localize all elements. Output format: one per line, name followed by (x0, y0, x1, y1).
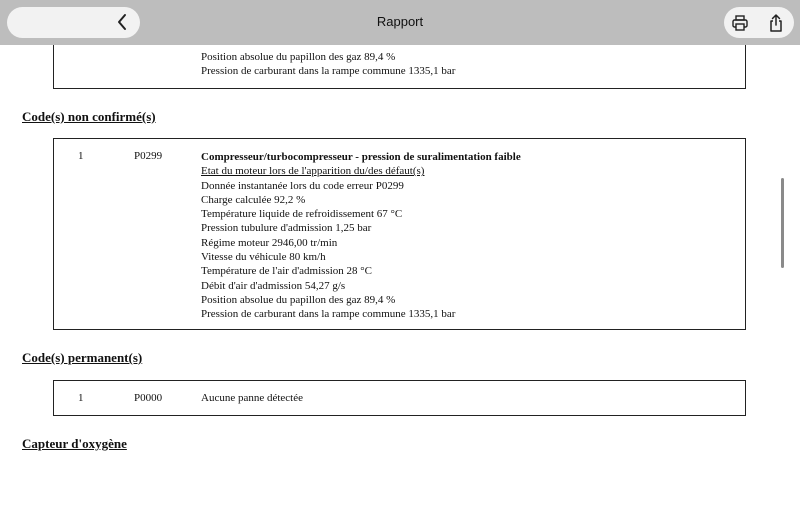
code-index: 1 (78, 150, 84, 162)
section-heading-non-confirmed: Code(s) non confirmé(s) (22, 109, 156, 124)
detail-line: Température de l'air d'admission 28 °C (201, 265, 373, 278)
detail-line: Régime moteur 2946,00 tr/min (201, 236, 338, 249)
actions-pill (724, 7, 794, 38)
section-heading-oxygen-sensor: Capteur d'oxygène (22, 436, 127, 451)
code-title: Compresseur/turbocompresseur - pression de suralimentation faible (201, 151, 521, 163)
detail-line: Vitesse du véhicule 80 km/h (201, 251, 326, 264)
detail-line: Position absolue du papillon des gaz 89,4 % (201, 293, 396, 306)
section-heading-permanent: Code(s) permanent(s) (22, 350, 143, 365)
detail-line: Charge calculée 92,2 % (201, 193, 306, 206)
print-button[interactable] (729, 12, 751, 34)
code-details (201, 391, 303, 405)
detail-line: Pression tubulure d'admission 1,25 bar (201, 222, 372, 235)
detail-line: Pression de carburant dans la rampe commune 1335,1 bar (201, 308, 456, 321)
detail-line: Donnée instantanée lors du code erreur P0299 (201, 179, 404, 192)
code-subtitle: Etat du moteur lors de l'apparition du/des défaut(s) (201, 165, 425, 178)
share-icon (767, 13, 785, 33)
detail-line: Température liquide de refroidissement 67 °C (201, 208, 403, 221)
detail-line: Aucune panne détectée (201, 392, 303, 404)
detail-line: Position absolue du papillon des gaz 89,4 % (201, 51, 396, 63)
share-button[interactable] (765, 12, 787, 34)
permanent-code-box (53, 380, 746, 416)
detail-line: Pression de carburant dans la rampe commune 1335,1 bar (201, 65, 456, 78)
detail-line: Débit d'air d'admission 54,27 g/s (201, 279, 346, 292)
code-index: 1 (78, 392, 84, 404)
dtc-code: P0299 (134, 150, 163, 162)
top-toolbar (0, 0, 800, 45)
code-details (201, 150, 521, 322)
previous-code-details (201, 50, 455, 79)
printer-icon (731, 14, 749, 32)
page-title: Rapport (376, 14, 424, 29)
non-confirmed-code-box (53, 138, 746, 330)
scrollbar[interactable] (781, 178, 784, 268)
dtc-code: P0000 (134, 392, 163, 404)
